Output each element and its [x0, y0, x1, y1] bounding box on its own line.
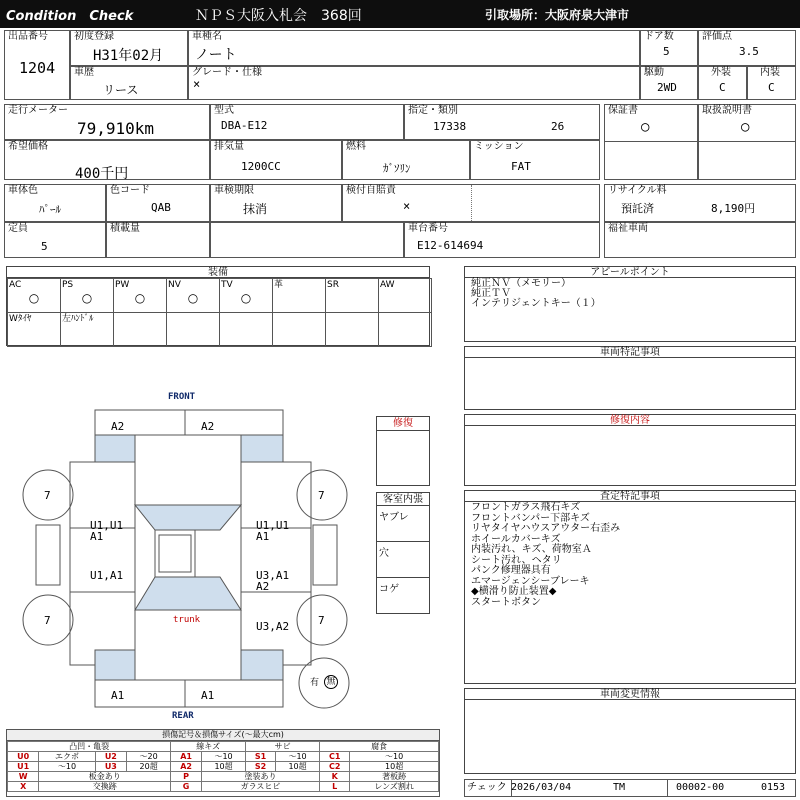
check-date: 2026/03/04 [511, 782, 572, 793]
model-value: DBA-E12 [221, 119, 268, 132]
vehicle-notes-section [464, 346, 796, 410]
legend-group-header: 線キズ [171, 742, 246, 752]
equipment-item [219, 312, 273, 347]
car-diagram-svg [0, 385, 440, 725]
doors-label: ドア数 [644, 31, 674, 42]
inspection-notes-title: 査定特記事項 [465, 491, 795, 502]
note-line: スタートボタン [471, 596, 541, 608]
mission-cell [470, 140, 600, 180]
equipment-item [219, 278, 273, 313]
repair-section [376, 416, 430, 486]
interior-hole: 穴 [377, 542, 429, 578]
score-value: 3.5 [739, 45, 759, 58]
note-line: ◆横滑り防止装置◆ [471, 586, 557, 597]
model-label: 型式 [214, 105, 234, 116]
vehicle-changes-section [464, 688, 796, 774]
equipment-item [378, 312, 432, 347]
capacity-value: 5 [41, 240, 48, 253]
exterior-cell [698, 66, 747, 100]
damage-right-front-door: U1,U1 A1 [256, 519, 290, 543]
inspection-notes-section [464, 490, 796, 684]
appeal-title: アピールポイント [465, 267, 795, 278]
interior-label: 内装 [760, 67, 780, 78]
mileage-cell [4, 104, 210, 140]
equipment-mark: ○ [81, 291, 93, 305]
load-capacity-cell [106, 222, 210, 258]
equipment-mark: ○ [28, 291, 40, 305]
equipment-item [60, 278, 114, 313]
doors-cell [640, 30, 698, 66]
equipment-item [60, 312, 114, 347]
price-value: 400千円 [75, 166, 129, 182]
interior-tear: ヤブレ [377, 506, 429, 542]
note-line: シート汚れ、ヘタリ [471, 554, 562, 566]
trunk-label: trunk [173, 615, 201, 625]
equipment-mark: ○ [134, 291, 146, 305]
legend-desc: 板金あり [39, 772, 171, 782]
legend-code: U2 [95, 752, 126, 762]
history-value: リース [103, 83, 139, 97]
equipment-mark: ○ [240, 291, 252, 305]
note-line: フロントバンパー下部キズ [471, 512, 590, 524]
equipment-item [325, 278, 379, 313]
damage-rear-left: A1 [111, 689, 125, 702]
lot-number-cell [4, 30, 70, 100]
equipment-title: 装備 [7, 267, 429, 278]
first-registration-label: 初度登録 [74, 31, 114, 42]
legend-group-header: サビ [246, 742, 320, 752]
drive-cell [640, 66, 698, 100]
tire-rear-left: 7 [44, 614, 51, 627]
mileage-value: 79,910km [77, 119, 155, 138]
legend-desc: 〜10 [39, 762, 95, 772]
spare-tire-yes: 有 [310, 678, 320, 688]
reference-number: 0153 [761, 782, 786, 793]
car-name-label: 車種名 [192, 31, 222, 42]
legend-code: K [320, 772, 350, 782]
legend-desc: 交換跡 [39, 782, 171, 792]
legend-code: W [8, 772, 39, 782]
legend-desc: 〜10 [275, 752, 319, 762]
chassis-cell [404, 222, 600, 258]
recycle-value: 8,190円 [711, 202, 756, 215]
damage-front-right: A2 [201, 420, 215, 433]
insurance-value: × [403, 199, 411, 213]
displacement-value: 1200CC [241, 160, 281, 173]
equipment-item [113, 312, 167, 347]
legend-desc: 〜10 [350, 752, 439, 762]
capacity-cell [4, 222, 106, 258]
legend-table [7, 741, 439, 792]
reference-code: 00002-00 [667, 780, 724, 796]
note-line: フロントガラス飛石キズ [471, 502, 581, 513]
mission-value: FAT [511, 160, 531, 173]
footer-bar [464, 779, 796, 797]
load-capacity-label: 積載量 [110, 223, 140, 234]
note-line: 内装汚れ、キズ、荷物室Ａ [471, 544, 592, 555]
appeal-section [464, 266, 796, 342]
damage-left-front-door: U1,U1 A1 [90, 519, 124, 543]
front-label: FRONT [168, 392, 196, 402]
interior-cell [747, 66, 796, 100]
legend-code: U0 [8, 752, 39, 762]
note-line: リヤタイヤハウスアウター右歪み [471, 523, 621, 534]
legend-desc: ガラスヒビ [201, 782, 319, 792]
header-bar [0, 0, 800, 28]
insurance-cell [342, 184, 600, 222]
legend-desc: レンズ割れ [350, 782, 439, 792]
legend-code: A1 [171, 752, 202, 762]
manual-value: ○ [741, 119, 750, 135]
legend-title: 損傷記号＆損傷サイズ(〜最大cm) [7, 730, 439, 741]
legend-desc: 10超 [350, 762, 439, 772]
repair-content-section [464, 414, 796, 486]
inspection-expiry-cell [210, 184, 342, 222]
drive-label: 駆動 [644, 67, 664, 78]
legend-code: X [8, 782, 39, 792]
exterior-value: C [719, 81, 726, 94]
displacement-cell [210, 140, 342, 180]
equipment-label: AC [9, 280, 22, 290]
designation-cell [404, 104, 600, 140]
mileage-label: 走行メーター [8, 105, 68, 116]
first-registration-value: H31年02月 [93, 48, 164, 64]
note-line: 純正ＴＶ [471, 288, 511, 299]
model-cell [210, 104, 404, 140]
insurance-label: 検付自賠責 [346, 185, 396, 196]
equipment-label: TV [221, 280, 233, 290]
sheet-title: Condition Check [6, 9, 134, 24]
chassis-value: E12-614694 [417, 239, 484, 252]
color-label: 車体色 [8, 185, 38, 196]
interior-liner-title: 客室内張 [377, 493, 429, 506]
pickup-location: 引取場所：大阪府泉大津市 [485, 8, 630, 22]
inspection-expiry-value: 抹消 [243, 202, 268, 216]
equipment-label: AW [380, 280, 395, 290]
damage-front-left: A2 [111, 420, 125, 433]
inspector-code: TM [613, 782, 626, 793]
damage-rear-right: A1 [201, 689, 215, 702]
manual-cell [698, 104, 796, 180]
legend-code: L [320, 782, 350, 792]
legend-code: G [171, 782, 202, 792]
equipment-item [7, 278, 61, 313]
tire-rear-right: 7 [318, 614, 325, 627]
equipment-item [325, 312, 379, 347]
class-value: 26 [551, 120, 565, 133]
interior-value: C [768, 81, 775, 94]
fuel-value: ｶﾞｿﾘﾝ [383, 162, 411, 175]
fuel-label: 燃料 [346, 141, 366, 152]
equipment-section [6, 266, 430, 346]
legend-code: C2 [320, 762, 350, 772]
inspection-notes-list [465, 502, 795, 609]
lot-number-value: 1204 [19, 59, 56, 77]
legend-desc: 10超 [201, 762, 245, 772]
manual-label: 取扱説明書 [702, 105, 752, 116]
grade-label: グレード・仕様 [192, 67, 262, 78]
recycle-cell [604, 184, 796, 222]
price-label: 希望価格 [8, 141, 48, 152]
score-label: 評価点 [702, 31, 732, 42]
equipment-label: 左ﾊﾝﾄﾞﾙ [62, 314, 94, 324]
legend-group-header: 腐食 [320, 742, 439, 752]
legend-desc: 著板跡 [350, 772, 439, 782]
color-value: ﾊﾟｰﾙ [39, 203, 61, 216]
history-label: 車歴 [74, 67, 94, 78]
equipment-item [166, 278, 220, 313]
recycle-status: 預託済 [621, 202, 654, 215]
damage-right-quarter: U3,A2 [256, 620, 290, 633]
damage-right-rear-door: U3,A1 A2 [256, 569, 290, 593]
note-line: インテリジェントキー（１） [471, 298, 601, 309]
note-line: パンク修理器具有 [471, 565, 551, 576]
grade-cell [188, 66, 640, 100]
vehicle-notes-title: 車両特記事項 [465, 347, 795, 358]
car-name-cell [188, 30, 640, 66]
legend-desc: 10超 [275, 762, 319, 772]
legend-code: A2 [171, 762, 202, 772]
equipment-label: PW [115, 280, 130, 290]
damage-legend [6, 729, 440, 797]
chassis-label: 車台番号 [408, 223, 448, 234]
equipment-label: 革 [274, 280, 284, 290]
legend-code: S2 [246, 762, 276, 772]
equipment-item [7, 312, 61, 347]
capacity-label: 定員 [8, 223, 28, 234]
damage-left-rear-door: U1,A1 [90, 569, 124, 582]
tire-front-left: 7 [44, 489, 51, 502]
note-line: 純正ＮＶ（メモリー） [471, 278, 571, 289]
legend-desc: 〜10 [201, 752, 245, 762]
tire-front-right: 7 [318, 489, 325, 502]
car-name-value: ノート [195, 47, 237, 63]
car-diagram [0, 385, 440, 725]
equipment-item [378, 278, 432, 313]
lot-number-label: 出品番号 [8, 31, 48, 42]
history-cell [70, 66, 188, 100]
designation-label: 指定・類別 [408, 105, 458, 116]
note-line: エマージェンシーブレーキ [471, 575, 590, 587]
inspection-expiry-label: 車検期限 [214, 185, 254, 196]
welfare-label: 福祉車両 [608, 223, 648, 234]
legend-desc: エクボ [39, 752, 95, 762]
warranty-cell [604, 104, 698, 180]
legend-code: S1 [246, 752, 276, 762]
welfare-cell [604, 222, 796, 258]
color-code-label: 色コード [110, 185, 150, 196]
score-cell [698, 30, 796, 66]
legend-code: C1 [320, 752, 350, 762]
displacement-label: 排気量 [214, 141, 244, 152]
equipment-label: PS [62, 280, 74, 290]
drive-value: 2WD [657, 81, 677, 94]
equipment-item [113, 278, 167, 313]
equipment-item [272, 278, 326, 313]
note-line: ホイールカバーキズ [471, 533, 561, 545]
legend-desc: 20超 [127, 762, 171, 772]
warranty-label: 保証書 [608, 105, 638, 116]
blank-cell [210, 222, 404, 258]
equipment-item [272, 312, 326, 347]
interior-burn: コゲ [379, 584, 399, 595]
warranty-value: ○ [641, 119, 650, 135]
repair-content-title: 修復内容 [465, 415, 795, 426]
legend-code: U3 [95, 762, 126, 772]
equipment-label: Wﾀｲﾔ [9, 314, 32, 324]
grade-value: × [193, 77, 201, 91]
color-code-cell [106, 184, 210, 222]
first-registration-cell [70, 30, 188, 66]
legend-group-header: 凸凹・亀裂 [8, 742, 171, 752]
doors-value: 5 [663, 45, 670, 58]
equipment-label: NV [168, 280, 181, 290]
spare-tire-mark: 無 [324, 675, 338, 689]
equipment-mark: ○ [187, 291, 199, 305]
legend-desc: 〜20 [127, 752, 171, 762]
color-code-value: QAB [151, 201, 171, 214]
appeal-list [465, 278, 795, 310]
legend-desc: 塗装あり [201, 772, 319, 782]
repair-title: 修復 [377, 417, 429, 431]
fuel-cell [342, 140, 470, 180]
auction-name: ＮＰＳ大阪入札会 368回 [195, 8, 362, 24]
legend-code: P [171, 772, 202, 782]
equipment-label: SR [327, 280, 339, 290]
rear-label: REAR [172, 711, 194, 721]
vehicle-changes-title: 車両変更情報 [465, 689, 795, 700]
legend-code: U1 [8, 762, 39, 772]
equipment-item [166, 312, 220, 347]
designation-value: 17338 [433, 120, 467, 133]
exterior-label: 外装 [711, 67, 731, 78]
check-label: チェック [467, 780, 512, 796]
price-cell [4, 140, 210, 180]
mission-label: ミッション [474, 141, 524, 152]
color-cell [4, 184, 106, 222]
recycle-label: リサイクル料 [608, 185, 667, 196]
interior-liner-section [376, 492, 430, 614]
